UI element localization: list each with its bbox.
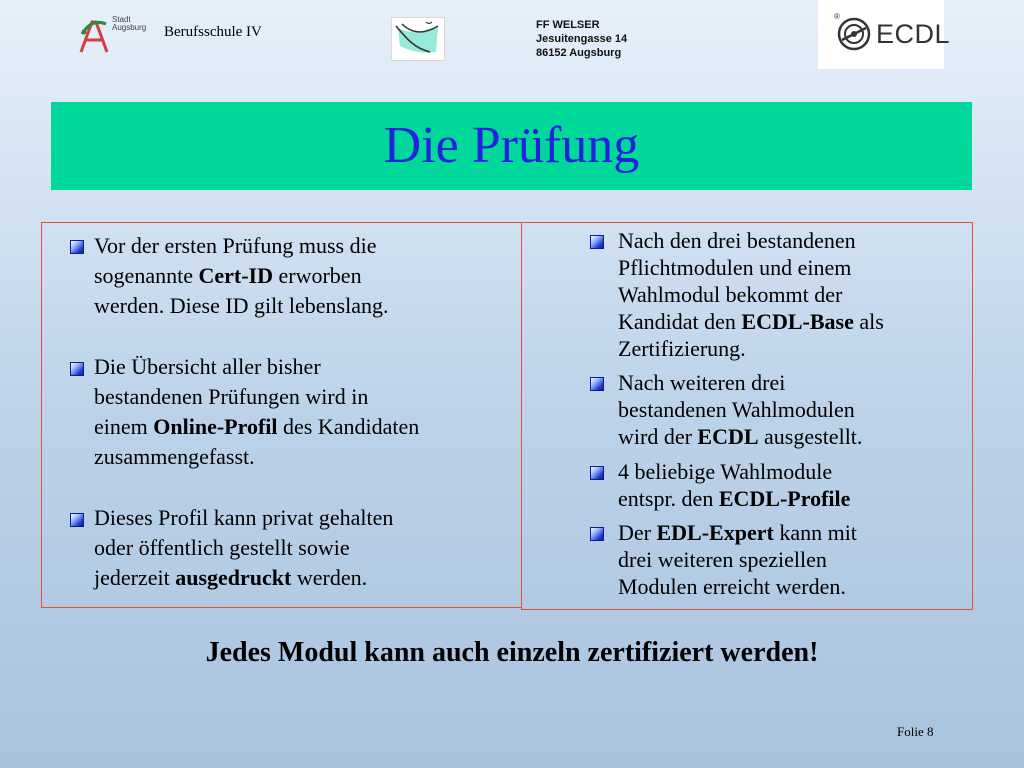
right-item-1-line-1: Nach den drei bestandenen: [618, 228, 856, 253]
right-item-4-text: kann mit: [773, 520, 857, 545]
right-item-2: [618, 369, 968, 450]
right-item-1-line-2: Pflichtmodulen und einem: [618, 255, 852, 280]
left-item-1-line-1: Vor der ersten Prüfung muss die: [94, 233, 377, 258]
right-item-3: [618, 458, 968, 512]
right-content-box: [521, 222, 973, 610]
left-item-3-text: werden.: [291, 565, 368, 590]
right-item-1-line-5: Zertifizierung.: [618, 336, 746, 361]
welser-logo: [391, 17, 445, 61]
ecdl-registered-mark: ®: [834, 12, 840, 21]
bullet-icon: [590, 235, 604, 249]
city-logo-text: Stadt Augsburg: [112, 15, 147, 32]
bullet-icon: [70, 513, 84, 527]
right-item-1-line-3: Wahlmodul bekommt der: [618, 282, 843, 307]
city-a-icon: [76, 18, 112, 54]
address-block: [536, 18, 627, 60]
cert-id-term: Cert-ID: [198, 263, 273, 288]
slide-title: Die Prüfung: [383, 117, 640, 174]
right-item-1-text: als: [853, 309, 884, 334]
right-item-2-text: wird der: [618, 424, 698, 449]
left-item-3-text: jederzeit: [94, 565, 176, 590]
left-item-3-line-1: Dieses Profil kann privat gehalten: [94, 505, 394, 530]
left-item-2-text: einem: [94, 414, 154, 439]
right-item-2-line-2: bestandenen Wahlmodulen: [618, 397, 855, 422]
welser-emblem-icon: [392, 18, 444, 60]
bullet-icon: [590, 377, 604, 391]
bullet-icon: [590, 466, 604, 480]
address-line-2: Jesuitengasse 14: [536, 33, 628, 45]
ecdl-globe-icon: [836, 16, 872, 52]
left-item-1: [94, 231, 524, 321]
left-item-1-text: sogenannte: [94, 263, 199, 288]
ecdl-term: ECDL: [697, 424, 759, 449]
left-item-2: [94, 352, 524, 472]
left-content-box: [41, 222, 522, 608]
bullet-icon: [70, 362, 84, 376]
edl-expert-term: EDL-Expert: [656, 520, 774, 545]
ausgedruckt-term: ausgedruckt: [175, 565, 292, 590]
left-item-3-line-2: oder öffentlich gestellt sowie: [94, 535, 350, 560]
title-banner: [51, 102, 972, 190]
right-item-4-line-2: drei weiteren speziellen: [618, 547, 827, 572]
bullet-icon: [70, 240, 84, 254]
right-item-3-text: entspr. den: [618, 486, 719, 511]
left-item-2-text: des Kandidaten: [277, 414, 420, 439]
left-item-2-line-2: bestandenen Prüfungen wird in: [94, 384, 369, 409]
left-item-2-line-1: Die Übersicht aller bisher: [94, 354, 321, 379]
ecdl-profile-term: ECDL-Profile: [718, 486, 851, 511]
left-item-3: [94, 503, 524, 593]
left-item-1-text: erworben: [273, 263, 362, 288]
right-item-1-text: Kandidat den: [618, 309, 742, 334]
right-item-1: [618, 227, 968, 362]
address-line-3: 86152 Augsburg: [536, 47, 622, 59]
right-item-4-line-3: Modulen erreicht werden.: [618, 574, 846, 599]
right-item-4-text: Der: [618, 520, 657, 545]
ecdl-base-term: ECDL-Base: [741, 309, 854, 334]
right-item-3-line-1: 4 beliebige Wahlmodule: [618, 459, 833, 484]
bullet-icon: [590, 527, 604, 541]
right-item-2-text: ausgestellt.: [758, 424, 863, 449]
right-item-2-line-1: Nach weiteren drei: [618, 370, 786, 395]
left-item-2-line-4: zusammengefasst.: [94, 444, 255, 469]
ecdl-logo: [818, 0, 951, 69]
right-item-4: [618, 519, 968, 600]
slide-number: Folie 8: [897, 724, 934, 739]
ecdl-logo-text: ECDL: [876, 19, 951, 49]
city-logo: [76, 16, 156, 54]
address-line-1: FF WELSER: [536, 19, 600, 31]
school-name: Berufsschule IV: [164, 24, 262, 40]
footer-note: Jedes Modul kann auch einzeln zertifiziert werden!: [205, 637, 819, 668]
online-profil-term: Online-Profil: [153, 414, 278, 439]
left-item-1-line-3: werden. Diese ID gilt lebenslang.: [94, 293, 389, 318]
